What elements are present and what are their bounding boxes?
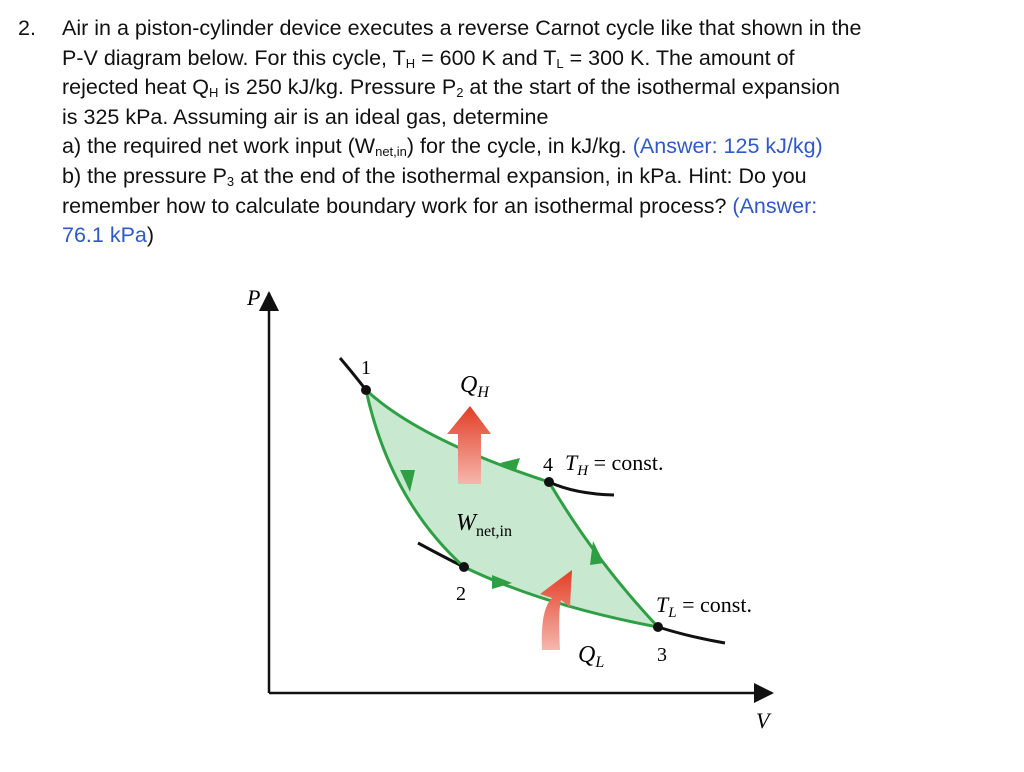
text-segment: P-V diagram below. For this cycle, T — [62, 45, 406, 70]
problem-number: 2. — [18, 16, 36, 40]
problem-line-1: Air in a piston-cylinder device executes a reverse Carnot cycle like that shown in the — [62, 16, 862, 40]
text-segment: is 250 kJ/kg. Pressure P — [218, 75, 457, 100]
state-point-2 — [459, 562, 469, 572]
problem-line-4: is 325 kPa. Assuming air is an ideal gas, determine — [62, 104, 549, 129]
answer-b-start: (Answer: — [732, 193, 818, 218]
ql-label: $Q_L$ — [578, 642, 605, 671]
text-segment: = 600 K and T — [415, 45, 557, 70]
subscript: 3 — [226, 173, 235, 189]
th-const-label: $T_H$ = const. — [565, 450, 664, 479]
text-segment: b) the pressure P — [62, 163, 227, 188]
state-label-2: 2 — [456, 583, 466, 605]
answer-b-value: 76.1 kPa — [62, 223, 147, 248]
arrow-3-4 — [590, 541, 604, 565]
wnet-label: $W_{net,in}$ — [456, 510, 512, 540]
subscript: L — [556, 55, 564, 71]
state-label-1: 1 — [361, 357, 371, 379]
cycle-region — [366, 390, 658, 627]
subscript: H — [405, 55, 416, 71]
p-axis-label: P — [247, 285, 261, 310]
state-label-4: 4 — [543, 454, 553, 476]
text-segment: = 300 K. The amount of — [563, 45, 795, 70]
text-segment: rejected heat Q — [62, 75, 210, 100]
text-segment: remember how to calculate boundary work for an isothermal process? — [62, 193, 733, 218]
state-label-3: 3 — [657, 644, 667, 666]
subscript: H — [209, 85, 219, 101]
state-point-1 — [361, 385, 371, 395]
text-segment: ) for the cycle, in kJ/kg. — [406, 134, 633, 159]
text-segment: at the start of the isothermal expansion — [463, 75, 840, 100]
answer-a: (Answer: 125 kJ/kg) — [632, 134, 823, 159]
text-segment: ) — [146, 223, 155, 248]
state-point-4 — [544, 477, 554, 487]
subscript: 2 — [456, 85, 464, 101]
qh-label: $Q_H$ — [460, 372, 489, 401]
text-segment: a) the required net work input (W — [62, 134, 376, 159]
state-point-3 — [653, 622, 663, 632]
v-axis-label: V — [756, 708, 770, 733]
subscript: net,in — [375, 144, 407, 160]
tl-const-label: $T_L$ = const. — [656, 592, 752, 621]
text-segment: at the end of the isothermal expansion, in kPa. Hint: Do you — [234, 163, 807, 188]
